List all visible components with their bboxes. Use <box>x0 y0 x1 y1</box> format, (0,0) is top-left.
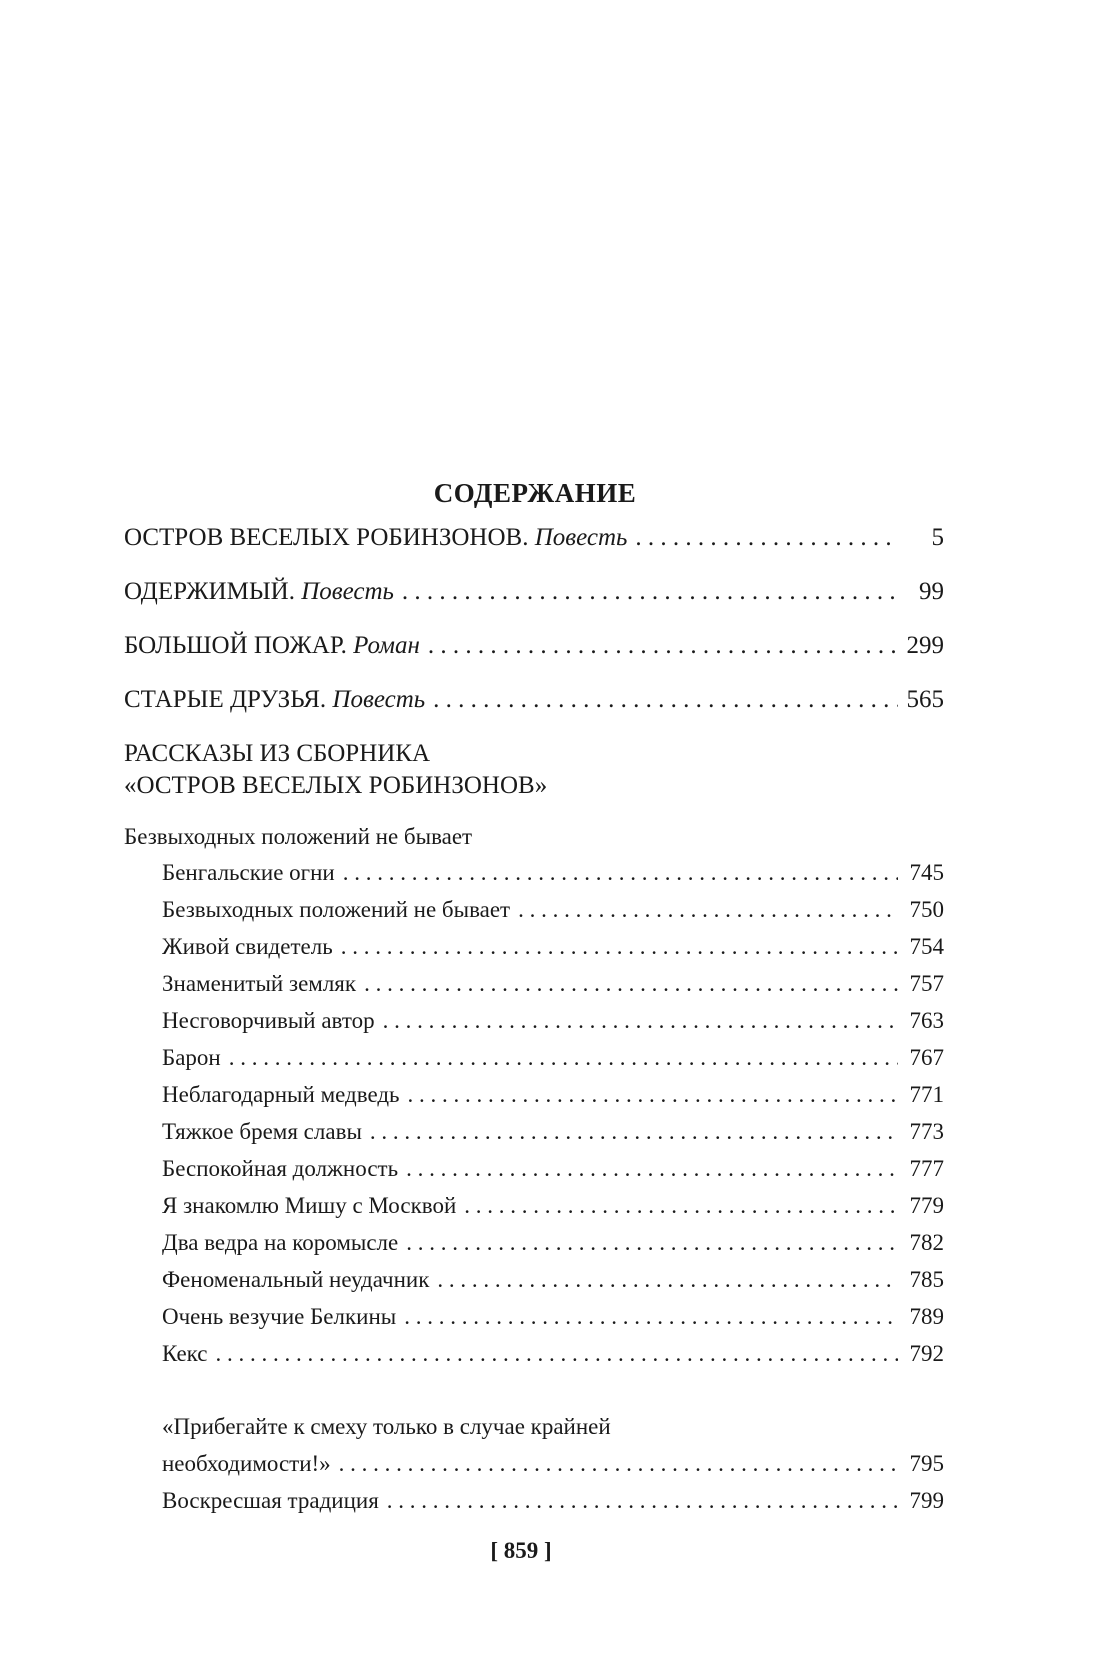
entry-page: 773 <box>909 1119 944 1144</box>
entry-title: Неблагодарный медведь <box>162 1082 400 1107</box>
entry-title: Беспокойная должность <box>162 1156 399 1181</box>
leader-dots <box>404 1304 898 1330</box>
section-heading-line: РАССКАЗЫ ИЗ СБОРНИКА <box>124 740 431 767</box>
entry-title: Два ведра на коромысле <box>162 1230 399 1255</box>
toc-entry <box>162 934 944 960</box>
entry-title: Тяжкое бремя славы <box>162 1119 362 1144</box>
entry-genre: Повесть <box>301 578 394 605</box>
entry-title: СТАРЫЕ ДРУЗЬЯ. <box>124 686 327 713</box>
toc-entry <box>162 1045 944 1071</box>
entry-page: 792 <box>909 1341 944 1366</box>
entry-page: 782 <box>909 1230 944 1255</box>
toc-entry <box>162 1082 944 1108</box>
entry-title-line: необходимости!» <box>162 1451 331 1476</box>
entry-page: 799 <box>909 1488 944 1513</box>
toc-entry <box>162 1156 944 1182</box>
toc-entry <box>162 860 944 886</box>
entry-title: Знаменитый земляк <box>162 971 357 996</box>
toc-entry <box>162 897 944 923</box>
entry-page: 299 <box>906 632 944 659</box>
entry-title: Несговорчивый автор <box>162 1008 375 1033</box>
entry-title: Кекс <box>162 1341 208 1366</box>
leader-dots <box>433 686 898 714</box>
entry-page: 99 <box>919 578 944 605</box>
entry-title: Я знакомлю Мишу с Москвой <box>162 1193 457 1218</box>
entry-page: 771 <box>909 1082 944 1107</box>
entry-page: 745 <box>909 860 944 885</box>
toc-entry <box>162 1341 944 1367</box>
leader-dots <box>464 1193 898 1219</box>
leader-dots <box>343 860 898 886</box>
entry-page: 777 <box>909 1156 944 1181</box>
entry-genre: Повесть <box>332 686 426 713</box>
entry-page: 795 <box>909 1451 944 1476</box>
leader-dots <box>428 632 898 660</box>
leader-dots <box>387 1488 898 1514</box>
leader-dots <box>408 1082 898 1108</box>
entry-title: Очень везучие Белкины <box>162 1304 397 1329</box>
toc-entry <box>162 1267 944 1293</box>
leader-dots <box>341 934 898 960</box>
leader-dots <box>437 1267 898 1293</box>
toc-entry <box>124 632 944 660</box>
entry-page: 767 <box>909 1045 944 1070</box>
leader-dots <box>406 1156 898 1182</box>
section-heading-line: «ОСТРОВ ВЕСЕЛЫХ РОБИНЗОНОВ» <box>124 772 548 799</box>
leader-dots <box>518 897 898 923</box>
toc-entry <box>162 1230 944 1256</box>
toc-entry <box>124 524 944 552</box>
entry-title: Бенгальские огни <box>162 860 335 885</box>
page-number: [ 859 ] <box>490 1538 552 1563</box>
entry-page: 779 <box>909 1193 944 1218</box>
page-title: СОДЕРЖАНИЕ <box>433 478 637 508</box>
toc-entry <box>162 971 944 997</box>
entry-title: ОДЕРЖИМЫЙ. <box>124 578 295 605</box>
leader-dots <box>229 1045 898 1071</box>
leader-dots <box>402 578 898 606</box>
entry-title: Феноменальный неудачник <box>162 1267 430 1292</box>
entry-page: 565 <box>906 686 944 713</box>
toc-entry <box>124 686 944 714</box>
group-heading: Безвыходных положений не бывает <box>124 824 473 849</box>
toc-entry <box>162 1304 944 1330</box>
entry-title: Живой свидетель <box>162 934 333 959</box>
toc-entry <box>162 1119 944 1145</box>
entry-page: 785 <box>909 1267 944 1292</box>
toc-entry <box>124 578 944 606</box>
leader-dots <box>339 1451 898 1477</box>
toc-entry <box>162 1008 944 1034</box>
section-heading <box>124 738 547 802</box>
entry-title: Барон <box>162 1045 221 1070</box>
toc-entry <box>162 1451 944 1477</box>
entry-page: 750 <box>909 897 944 922</box>
entry-page: 5 <box>931 524 944 551</box>
entry-title: ОСТРОВ ВЕСЕЛЫХ РОБИНЗОНОВ. <box>124 524 529 551</box>
toc-entry <box>162 1488 944 1514</box>
leader-dots <box>406 1230 898 1256</box>
leader-dots <box>635 524 898 552</box>
entry-genre: Повесть <box>534 524 628 551</box>
leader-dots <box>364 971 898 997</box>
entry-title: Воскресшая традиция <box>162 1488 379 1513</box>
toc-entry <box>162 1193 944 1219</box>
entry-page: 757 <box>909 971 944 996</box>
leader-dots <box>215 1341 898 1367</box>
entry-page: 789 <box>909 1304 944 1329</box>
entry-title: БОЛЬШОЙ ПОЖАР. <box>124 632 347 659</box>
entry-title: Безвыходных положений не бывает <box>162 897 511 922</box>
leader-dots <box>370 1119 898 1145</box>
entry-page: 754 <box>909 934 944 959</box>
entry-genre: Роман <box>353 632 420 659</box>
entry-title-line: «Прибегайте к смеху только в случае крайней <box>162 1414 611 1439</box>
entry-page: 763 <box>909 1008 944 1033</box>
leader-dots <box>383 1008 898 1034</box>
